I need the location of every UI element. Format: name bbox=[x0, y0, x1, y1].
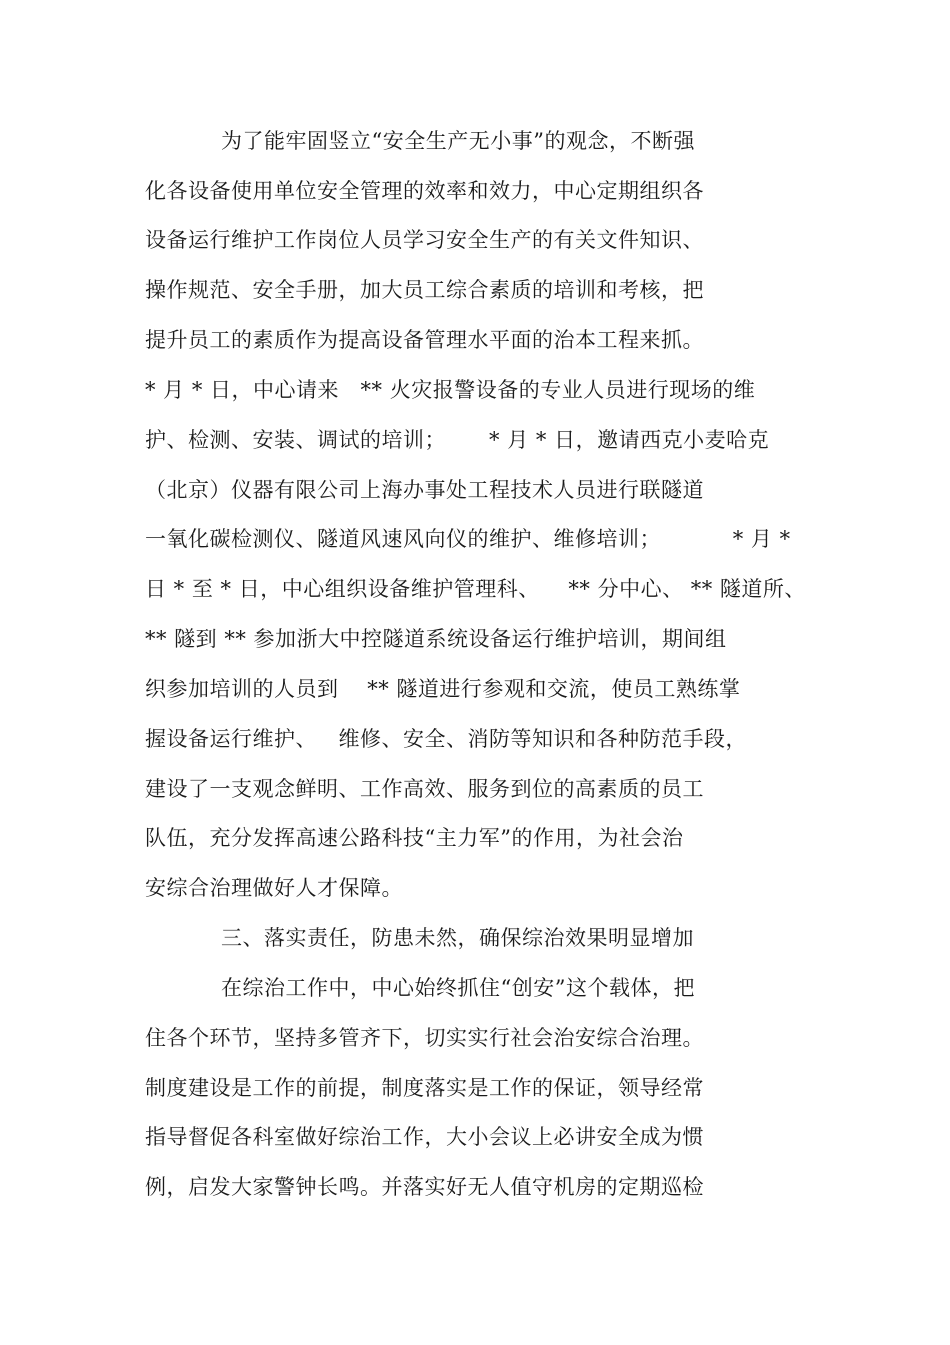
text-line: 化各设备使用单位安全管理的效率和效力，中心定期组织各 bbox=[145, 179, 704, 203]
text-line: 操作规范、安全手册，加大员工综合素质的培训和考核，把 bbox=[145, 278, 704, 302]
text-line: 日 * 至 * 日，中心组织设备维护管理科、 ** 分中心、 ** 隧道所、 bbox=[145, 577, 806, 601]
text-line: 一氧化碳检测仪、隧道风速风向仪的维护、维修培训； * 月 * bbox=[145, 527, 791, 551]
text-line: 队伍，充分发挥高速公路科技“主力军”的作用，为社会治 bbox=[145, 826, 684, 850]
text-line: 在综治工作中，中心始终抓住“创安”这个载体，把 bbox=[221, 976, 695, 1000]
text-line: （北京）仪器有限公司上海办事处工程技术人员进行联隧道 bbox=[145, 478, 704, 502]
text-line: 例，启发大家警钟长鸣。并落实好无人值守机房的定期巡检 bbox=[145, 1175, 704, 1199]
text-line: 指导督促各科室做好综治工作，大小会议上必讲安全成为惯 bbox=[145, 1125, 704, 1149]
text-line: 织参加培训的人员到 ** 隧道进行参观和交流，使员工熟练掌 bbox=[145, 677, 741, 701]
text-line: ** 隧到 ** 参加浙大中控隧道系统设备运行维护培训，期间组 bbox=[145, 627, 727, 651]
text-line: 安综合治理做好人才保障。 bbox=[145, 876, 403, 900]
text-line: * 月 * 日，中心请来 ** 火灾报警设备的专业人员进行现场的维 bbox=[145, 378, 756, 402]
text-line: 为了能牢固竖立“安全生产无小事”的观念，不断强 bbox=[221, 129, 695, 153]
text-line: 建设了一支观念鲜明、工作高效、服务到位的高素质的员工 bbox=[145, 777, 704, 801]
text-line: 住各个环节，坚持多管齐下，切实实行社会治安综合治理。 bbox=[145, 1026, 704, 1050]
text-line: 制度建设是工作的前提，制度落实是工作的保证，领导经常 bbox=[145, 1076, 704, 1100]
section-heading: 三、落实责任，防患未然，确保综治效果明显增加 bbox=[221, 926, 694, 950]
text-line: 握设备运行维护、 维修、安全、消防等知识和各种防范手段， bbox=[145, 727, 748, 751]
text-line: 提升员工的素质作为提高设备管理水平面的治本工程来抓。 bbox=[145, 328, 704, 352]
text-line: 护、检测、安装、调试的培训； * 月 * 日，邀请西克小麦哈克 bbox=[145, 428, 770, 452]
text-line: 设备运行维护工作岗位人员学习安全生产的有关文件知识、 bbox=[145, 228, 704, 252]
